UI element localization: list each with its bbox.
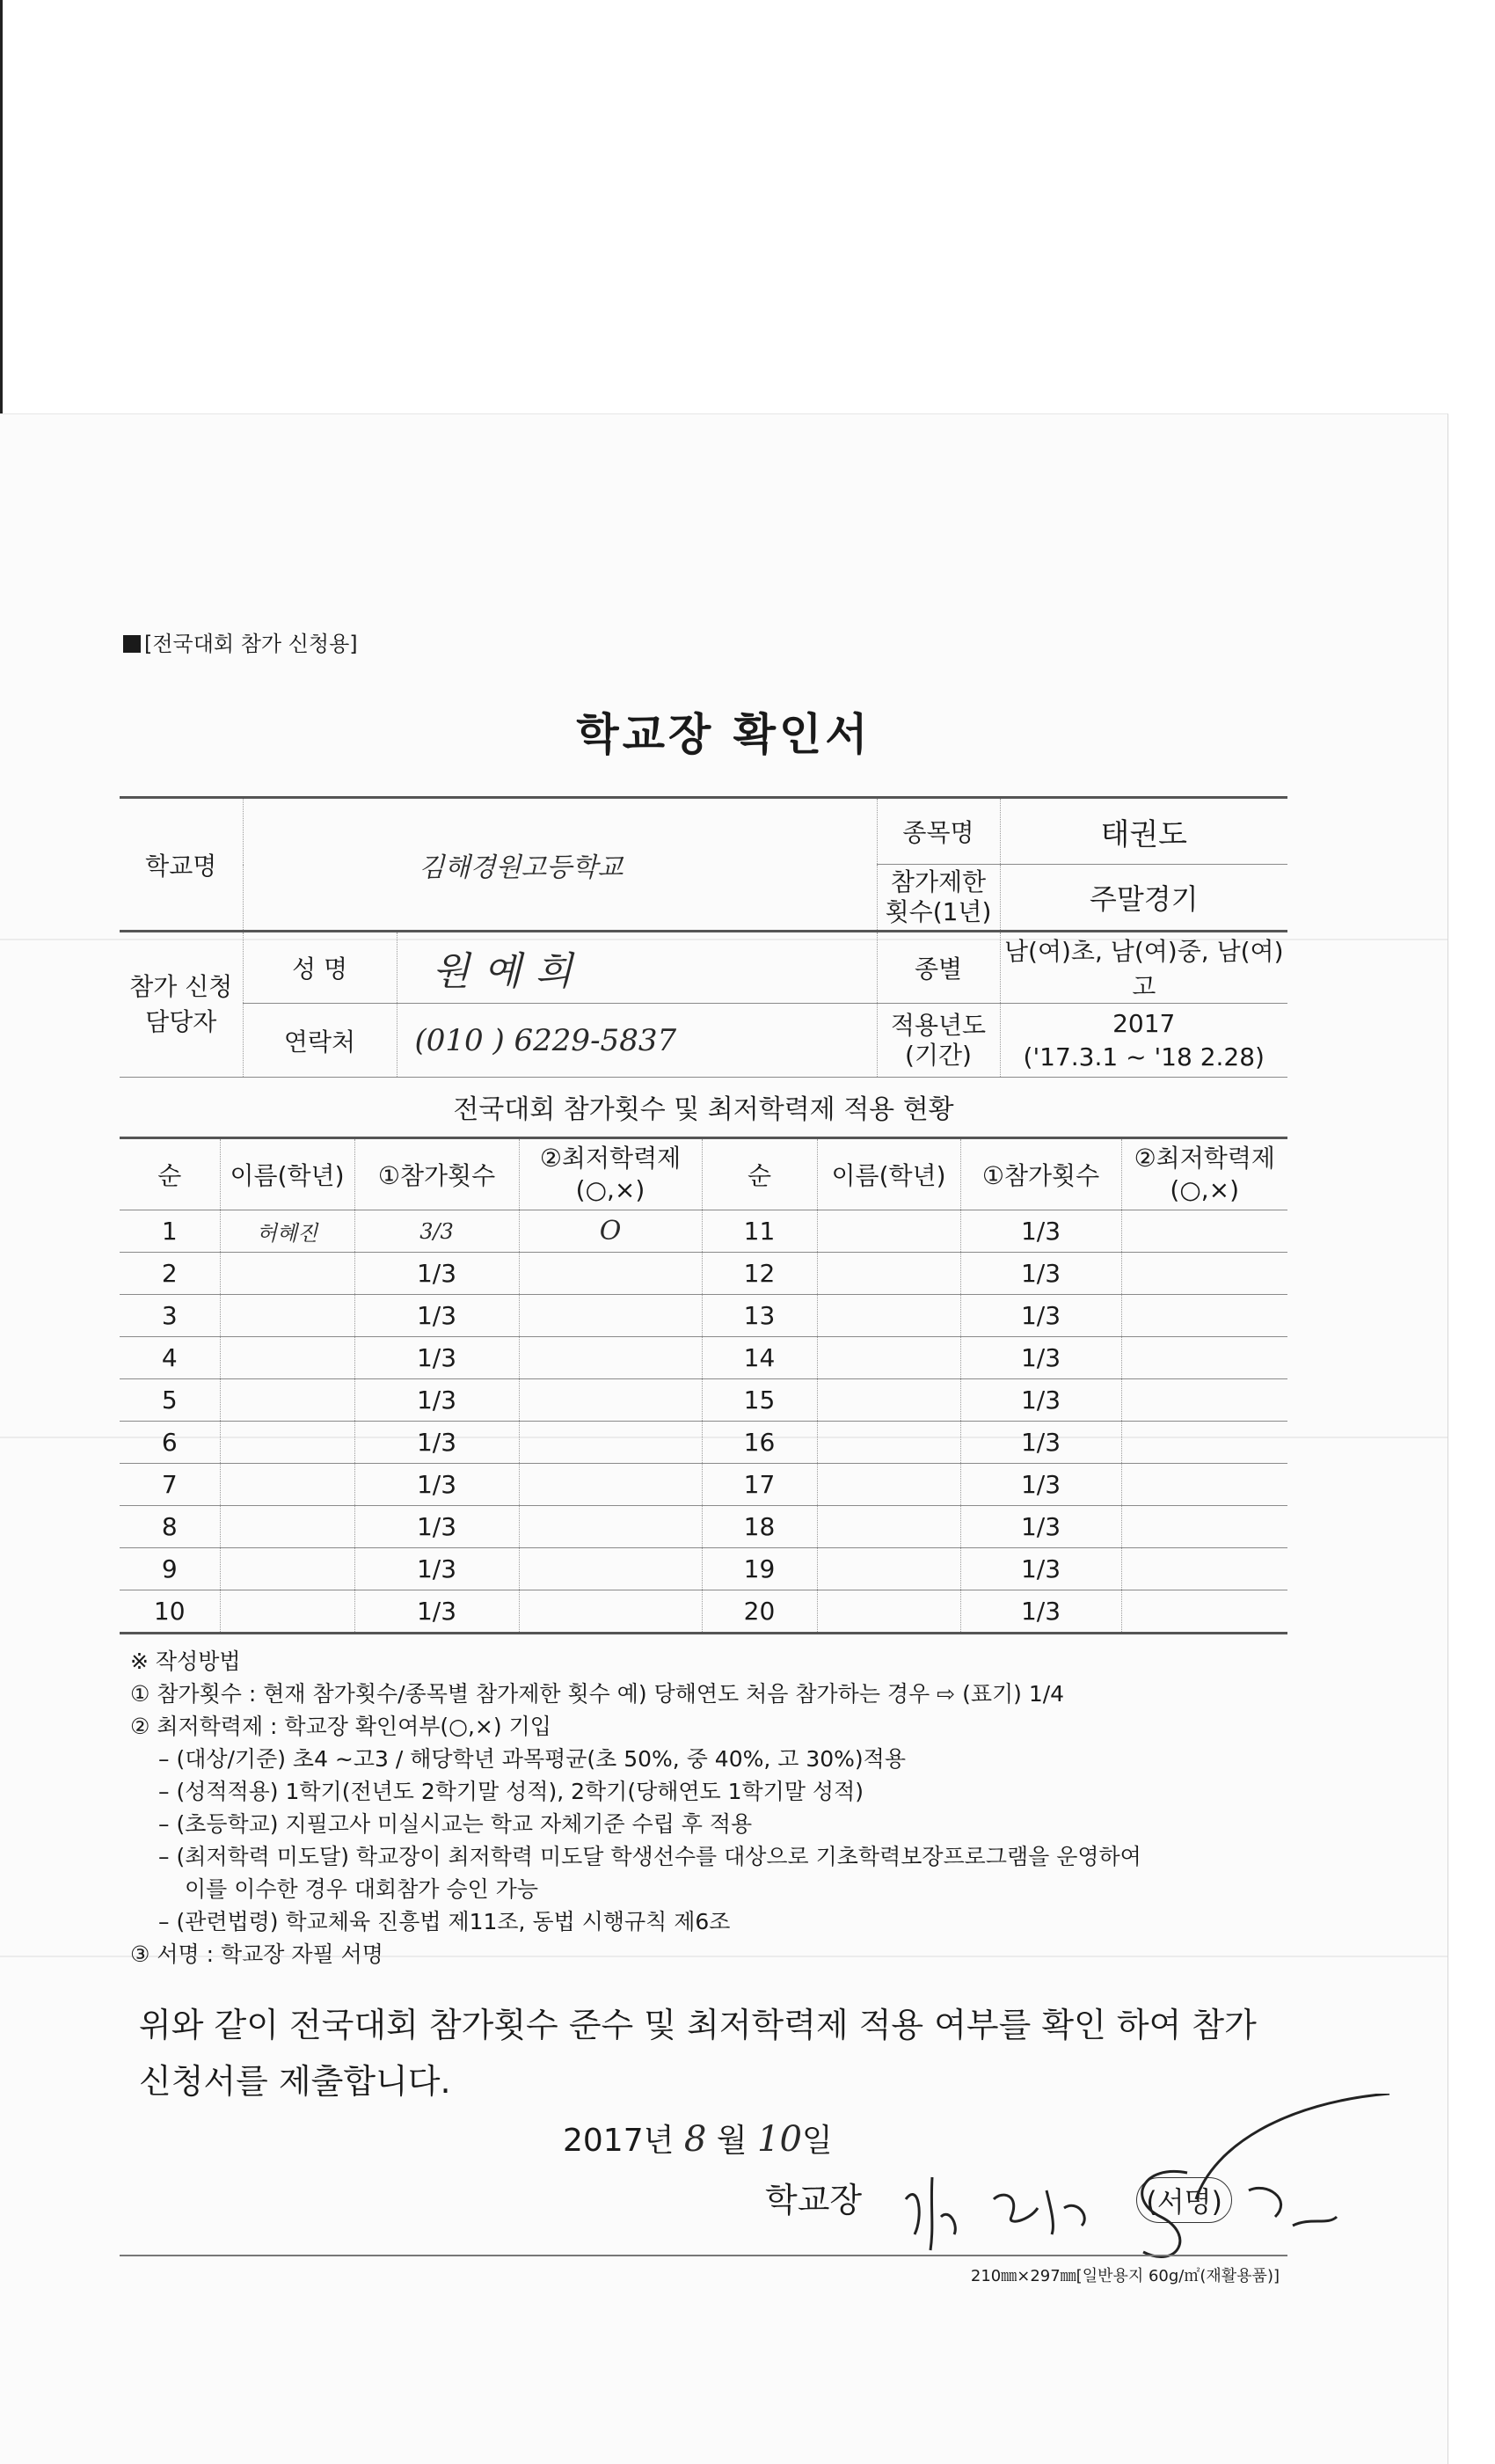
table-cell: [220, 1253, 354, 1295]
table-cell: [1121, 1210, 1287, 1253]
sign-label: (서명): [1136, 2177, 1232, 2223]
table-cell: 1/3: [354, 1253, 519, 1295]
table-cell: [1121, 1506, 1287, 1548]
table-cell: 1/3: [960, 1253, 1121, 1295]
table-cell: [1121, 1590, 1287, 1634]
table-cell: [519, 1422, 702, 1464]
table-cell: [220, 1295, 354, 1337]
date-day: 10: [757, 2119, 802, 2160]
note-item: ① 참가횟수 : 현재 참가횟수/종목별 참가제한 횟수 예) 당해연도 처음 참가하는 경우 ⇨ (표기) 1/4: [130, 1681, 1065, 1707]
column-header: 순: [702, 1138, 817, 1210]
table-cell: 1/3: [960, 1464, 1121, 1506]
table-cell: 1/3: [354, 1464, 519, 1506]
table-cell: [817, 1506, 960, 1548]
table-row: [120, 1337, 1287, 1379]
table-cell: 1/3: [960, 1210, 1121, 1253]
table-row: [120, 1464, 1287, 1506]
column-header: 이름(학년): [220, 1138, 354, 1210]
year-cell: [1000, 1004, 1287, 1078]
name-value: 원예희: [397, 932, 877, 1004]
limit-value: 주말경기: [1000, 865, 1287, 932]
table-cell: 5: [120, 1379, 220, 1422]
square-bullet-icon: [123, 635, 141, 653]
table-cell: 1/3: [354, 1337, 519, 1379]
contact-value: (010 ) 6229-5837: [397, 1004, 877, 1078]
note-item: ② 최저학력제 : 학교장 확인여부(○,×) 기입: [130, 1714, 551, 1739]
table-cell: [519, 1253, 702, 1295]
table-cell: [817, 1590, 960, 1634]
table-cell: 6: [120, 1422, 220, 1464]
confirmation-text: 위와 같이 전국대회 참가횟수 준수 및 최저학력제 적용 여부를 확인 하여 참가신청서를 제출합니다.: [139, 2006, 1257, 2101]
date-year: 2017: [563, 2123, 644, 2159]
table-cell: O: [519, 1210, 702, 1253]
table-cell: 12: [702, 1253, 817, 1295]
date-year-unit: 년: [643, 2123, 675, 2159]
table-cell: [519, 1506, 702, 1548]
table-cell: [1121, 1548, 1287, 1590]
sport-label: 종목명: [877, 798, 1000, 865]
column-header: ①참가횟수: [960, 1138, 1121, 1210]
date-month: 8: [683, 2119, 707, 2160]
column-header: 순: [120, 1138, 220, 1210]
table-row: [120, 1506, 1287, 1548]
table-cell: [519, 1337, 702, 1379]
table-cell: 17: [702, 1464, 817, 1506]
scan-edge: [0, 0, 3, 413]
table-row: [120, 1379, 1287, 1422]
form-label-text: [전국대회 참가 신청용]: [144, 632, 358, 656]
table-row: [120, 1590, 1287, 1634]
table-cell: [1121, 1464, 1287, 1506]
table-cell: [220, 1379, 354, 1422]
table-cell: [220, 1590, 354, 1634]
column-header: ②최저학력제 (○,×): [1121, 1138, 1287, 1210]
table-cell: [817, 1379, 960, 1422]
table-cell: 8: [120, 1506, 220, 1548]
table-cell: 16: [702, 1422, 817, 1464]
table-row: [120, 1295, 1287, 1337]
status-title: 전국대회 참가횟수 및 최저학력제 적용 현황: [453, 1094, 954, 1125]
year-label: 적용년도 (기간): [877, 1004, 1000, 1078]
date-day-unit: 일: [801, 2123, 833, 2159]
table-cell: [817, 1253, 960, 1295]
info-table: [120, 796, 1287, 1078]
table-cell: 9: [120, 1548, 220, 1590]
table-cell: 1/3: [960, 1295, 1121, 1337]
table-cell: 1/3: [354, 1548, 519, 1590]
table-cell: 1/3: [354, 1422, 519, 1464]
principal-signature-icon: [879, 2094, 1407, 2270]
principal-label: 학교장: [765, 2181, 863, 2219]
table-cell: 1/3: [960, 1590, 1121, 1634]
note-item: – (관련법령) 학교체육 진흥법 제11조, 동법 시행규칙 제6조: [158, 1909, 731, 1934]
table-cell: [817, 1337, 960, 1379]
note-item: – (초등학교) 지필고사 미실시교는 학교 자체기준 수립 후 적용: [158, 1811, 753, 1837]
sport-value: 태권도: [1000, 798, 1287, 865]
writing-instructions: [130, 1645, 1141, 1970]
table-cell: [1121, 1337, 1287, 1379]
table-cell: 1/3: [960, 1379, 1121, 1422]
bottom-rule: [120, 2255, 1287, 2256]
paper-spec: 210㎜×297㎜[일반용지 60g/㎡(재활용품)]: [970, 2267, 1280, 2285]
table-cell: 1/3: [354, 1295, 519, 1337]
table-cell: [220, 1506, 354, 1548]
table-cell: 1/3: [354, 1506, 519, 1548]
note-item: 이를 이수한 경우 대회참가 승인 가능: [185, 1876, 538, 1902]
limit-label: 참가제한 횟수(1년): [877, 865, 1000, 932]
note-item: ③ 서명 : 학교장 자필 서명: [130, 1941, 383, 1967]
table-cell: [519, 1548, 702, 1590]
table-cell: [1121, 1379, 1287, 1422]
table-cell: [1121, 1295, 1287, 1337]
school-value: 김해경원고등학교: [243, 798, 877, 932]
table-cell: [817, 1295, 960, 1337]
table-row: [120, 1210, 1287, 1253]
period-value: ('17.3.1 ~ '18 2.28): [1023, 1042, 1265, 1071]
table-cell: [519, 1295, 702, 1337]
year-value: 2017: [1112, 1008, 1176, 1038]
table-cell: [1121, 1422, 1287, 1464]
notes-heading: ※ 작성방법: [130, 1649, 241, 1674]
page-title: 학교장 확인서: [576, 709, 871, 760]
table-cell: [1121, 1253, 1287, 1295]
table-cell: 1: [120, 1210, 220, 1253]
participation-table: [120, 1137, 1287, 1634]
table-cell: 19: [702, 1548, 817, 1590]
table-cell: 10: [120, 1590, 220, 1634]
column-header: ②최저학력제 (○,×): [519, 1138, 702, 1210]
table-cell: 13: [702, 1295, 817, 1337]
form-label: [123, 626, 358, 657]
table-cell: 11: [702, 1210, 817, 1253]
table-row: [120, 1253, 1287, 1295]
table-cell: 20: [702, 1590, 817, 1634]
table-row: [120, 1422, 1287, 1464]
table-cell: 1/3: [960, 1422, 1121, 1464]
table-cell: 1/3: [960, 1548, 1121, 1590]
scan-blank-area: [0, 0, 1495, 413]
table-cell: 18: [702, 1506, 817, 1548]
note-item: – (대상/기준) 초4 ~고3 / 해당학년 과목평균(초 50%, 중 40%, 고 30%)적용: [158, 1746, 906, 1772]
table-cell: [817, 1548, 960, 1590]
table-cell: [220, 1548, 354, 1590]
table-cell: 1/3: [960, 1337, 1121, 1379]
table-cell: 3/3: [354, 1210, 519, 1253]
table-cell: [220, 1422, 354, 1464]
table-cell: [519, 1379, 702, 1422]
applicant-label: 참가 신청 담당자: [120, 932, 243, 1078]
note-item: – (성적적용) 1학기(전년도 2학기말 성적), 2학기(당해연도 1학기말 성적): [158, 1779, 864, 1804]
column-header: ①참가횟수: [354, 1138, 519, 1210]
table-cell: 3: [120, 1295, 220, 1337]
table-cell: [220, 1464, 354, 1506]
table-cell: [817, 1422, 960, 1464]
table-cell: 2: [120, 1253, 220, 1295]
name-label: 성 명: [243, 932, 397, 1004]
school-label: 학교명: [120, 798, 243, 932]
date-month-unit: 월: [716, 2123, 748, 2159]
gender-value: 남(여)초, 남(여)중, 남(여)고: [1000, 932, 1287, 1004]
table-row: [120, 1548, 1287, 1590]
table-cell: 허혜진: [220, 1210, 354, 1253]
table-cell: 4: [120, 1337, 220, 1379]
column-header: 이름(학년): [817, 1138, 960, 1210]
table-cell: [817, 1464, 960, 1506]
table-cell: [519, 1590, 702, 1634]
table-cell: 15: [702, 1379, 817, 1422]
date-line: [563, 2116, 833, 2161]
table-cell: 7: [120, 1464, 220, 1506]
table-cell: [220, 1337, 354, 1379]
table-cell: 1/3: [960, 1506, 1121, 1548]
gender-label: 종별: [877, 932, 1000, 1004]
table-cell: [817, 1210, 960, 1253]
contact-label: 연락처: [243, 1004, 397, 1078]
table-cell: 14: [702, 1337, 817, 1379]
table-cell: 1/3: [354, 1379, 519, 1422]
table-cell: 1/3: [354, 1590, 519, 1634]
note-item: – (최저학력 미도달) 학교장이 최저학력 미도달 학생선수를 대상으로 기초학력보장프로그램을 운영하여: [158, 1844, 1141, 1869]
table-cell: [519, 1464, 702, 1506]
